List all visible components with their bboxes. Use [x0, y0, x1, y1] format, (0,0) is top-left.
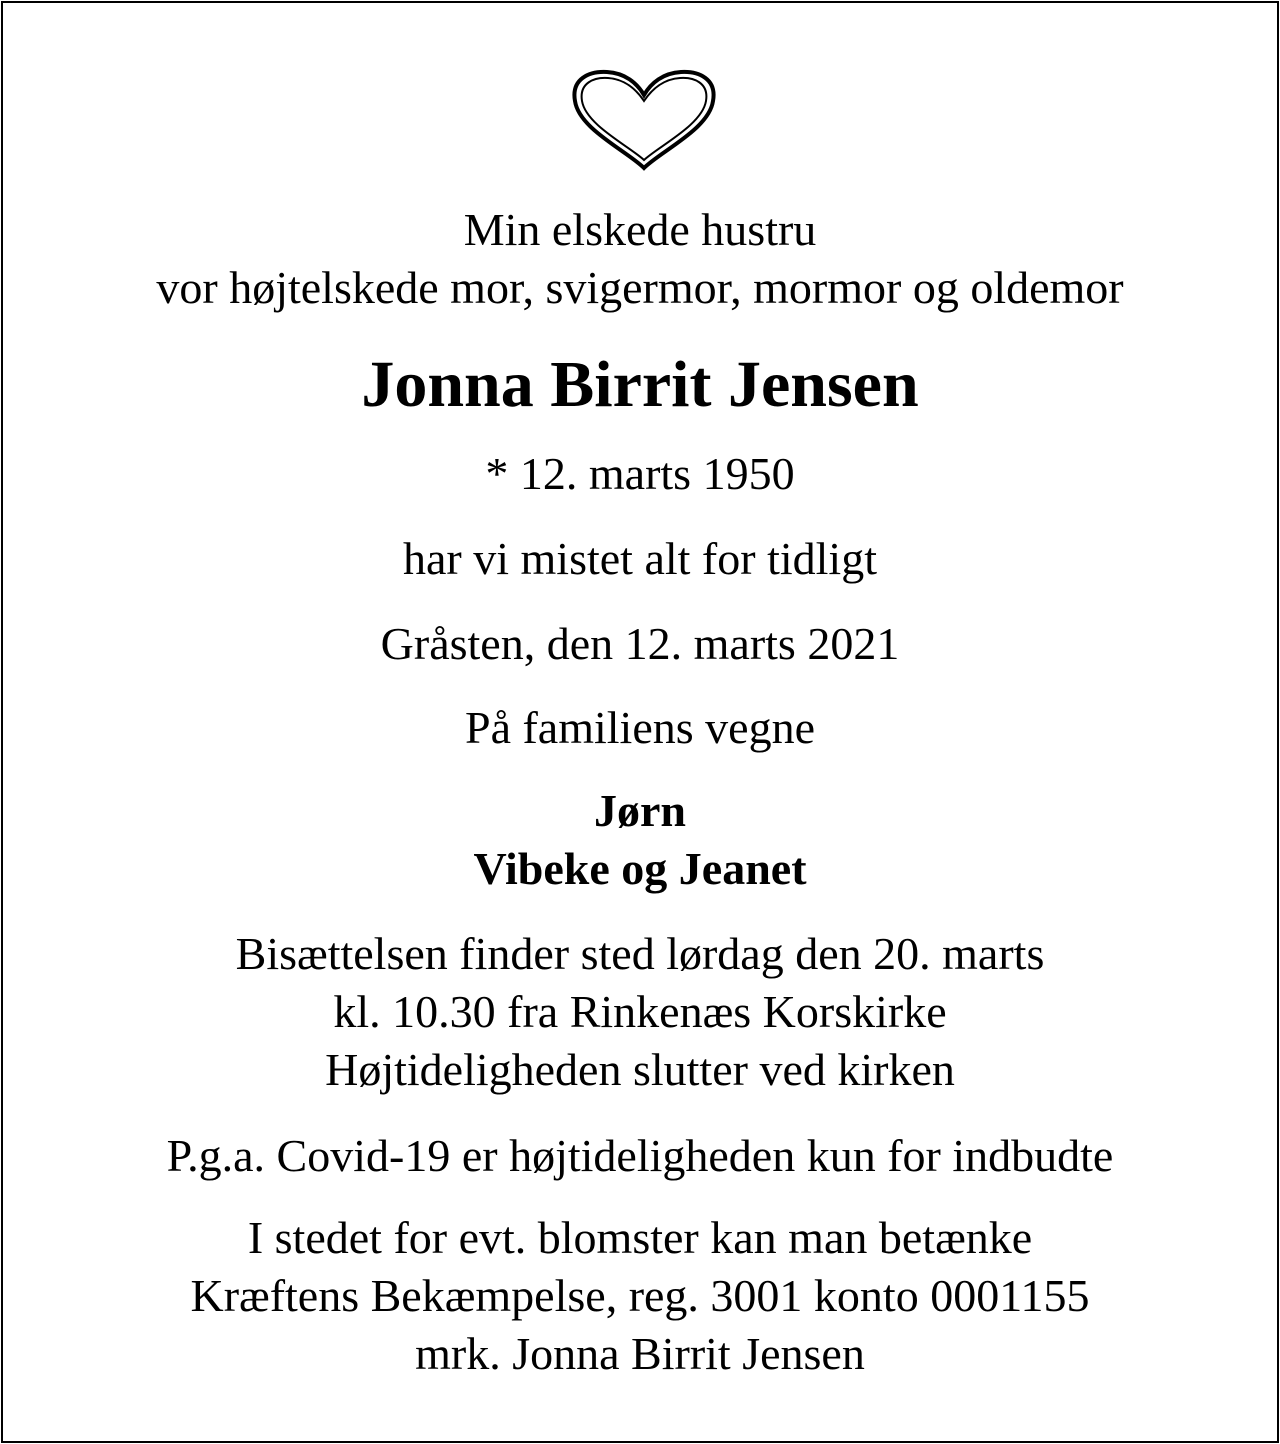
family-line-2: Vibeke og Jeanet	[473, 843, 807, 894]
family-line-1: Jørn	[594, 785, 686, 836]
donation-line-3: mrk. Jonna Birrit Jensen	[415, 1328, 865, 1379]
deceased-name: Jonna Birrit Jensen	[361, 348, 919, 421]
birth-date: * 12. marts 1950	[485, 448, 795, 499]
loss-line: har vi mistet alt for tidligt	[403, 533, 877, 584]
funeral-line-3: Højtideligheden slutter ved kirken	[325, 1044, 955, 1095]
obituary-card	[1, 1, 1279, 1443]
on-behalf: På familiens vegne	[464, 702, 815, 753]
funeral-line-2: kl. 10.30 fra Rinkenæs Korskirke	[333, 986, 947, 1037]
intro-line-1: Min elskede hustru	[463, 204, 817, 255]
covid-notice: P.g.a. Covid-19 er højtideligheden kun for indbudte	[166, 1130, 1114, 1181]
donation-line-1: I stedet for evt. blomster kan man betænke	[247, 1212, 1033, 1263]
heart-icon	[569, 67, 719, 173]
intro-line-2: vor højtelskede mor, svigermor, mormor og oldemor	[156, 262, 1124, 313]
donation-line-2: Kræftens Bekæmpelse, reg. 3001 konto 0001155	[190, 1270, 1090, 1321]
place-date: Gråsten, den 12. marts 2021	[380, 618, 900, 669]
funeral-line-1: Bisættelsen finder sted lørdag den 20. marts	[235, 928, 1045, 979]
